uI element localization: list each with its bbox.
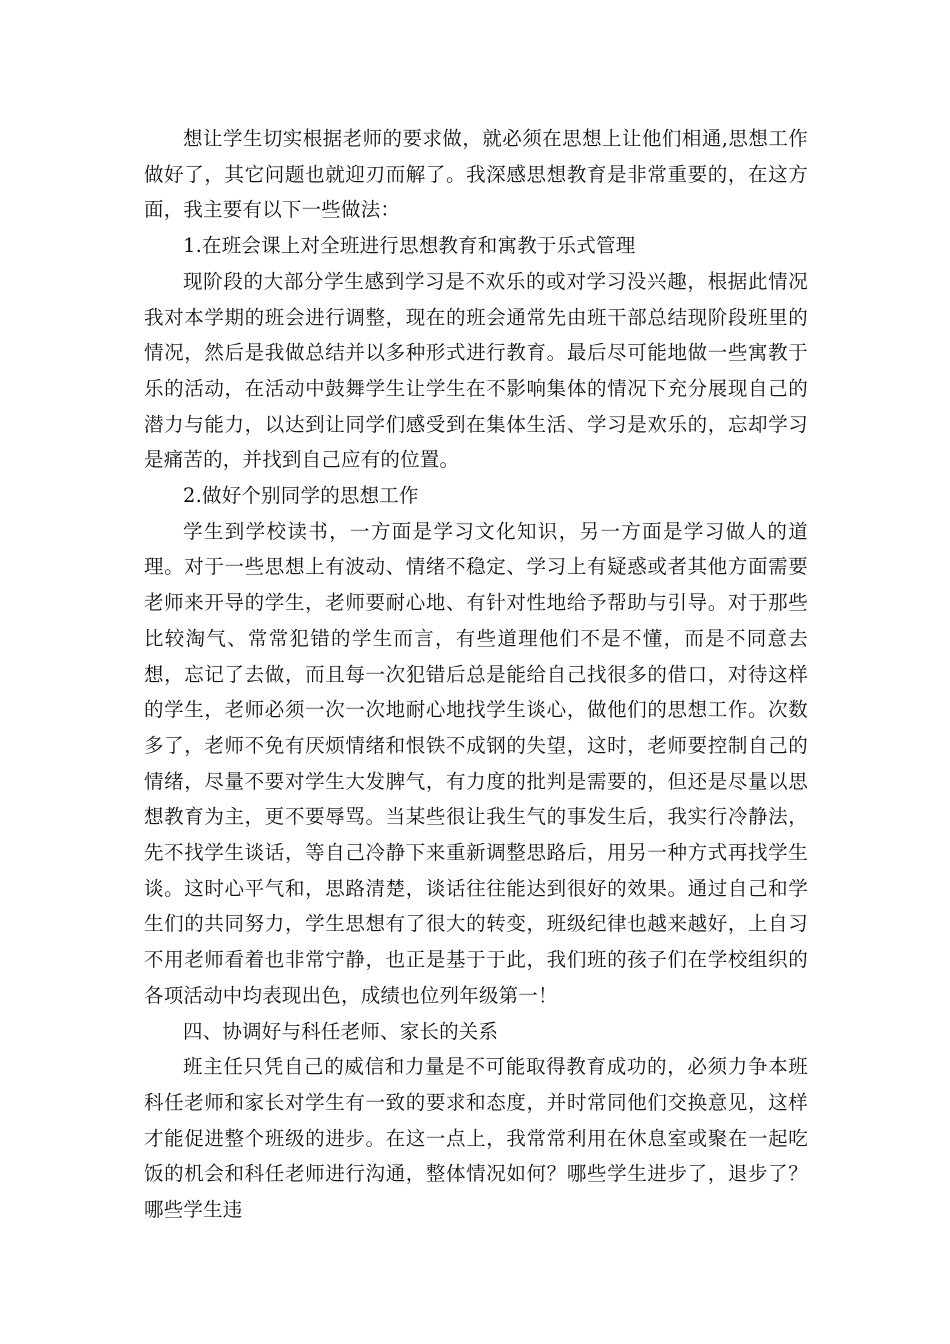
paragraph-intro: 想让学生切实根据老师的要求做，就必须在思想上让他们相通,思想工作做好了，其它问题也就迎刃而解了。我深感思想教育是非常重要的，在这方面，我主要有以下一些做法：: [144, 127, 808, 222]
paragraph-coordination: 班主任只凭自己的威信和力量是不可能取得教育成功的，必须力争本班科任老师和家长对学生有一致的要求和态度，并时常同他们交换意见，这样才能促进整个班级的进步。在这一点上，我常常利用在休息室或聚在一起吃饭的机会和科任老师进行沟通，整体情况如何？哪些学生进步了，退步了？哪些学生违: [144, 1055, 808, 1222]
section-heading-4: 四、协调好与科任老师、家长的关系: [183, 1019, 499, 1043]
paragraph-individual-work: 学生到学校读书，一方面是学习文化知识，另一方面是学习做人的道理。对于一些思想上有波动、情绪不稳定、学习上有疑惑或者其他方面需要老师来开导的学生，老师要耐心地、有针对性地给予帮助与引导。对于那些比较淘气、常常犯错的学生而言，有些道理他们不是不懂，而是不同意去想，忘记了去做，而且每一次犯错后总是能给自己找很多的借口，对待这样的学生，老师必须一次一次地耐心地找学生谈心，做他们的思想工作。次数多了，老师不免有厌烦情绪和恨铁不成钢的失望，这时，老师要控制自己的情绪，尽量不要对学生大发脾气，有力度的批判是需要的，但还是尽量以思想教育为主，更不要辱骂。当某些很让我生气的事发生后，我实行冷静法，先不找学生谈话，等自己冷静下来重新调整思路后，用另一种方式再找学生谈。这时心平气和，思路清楚，谈话往往能达到很好的效果。通过自己和学生们的共同努力，学生思想有了很大的转变，班级纪律也越来越好，上自习不用老师看着也非常宁静，也正是基于于此，我们班的孩子们在学校组织的各项活动中均表现出色，成绩也位列年级第一！: [144, 519, 808, 1007]
section-heading-2: 2.做好个别同学的思想工作: [183, 484, 419, 508]
section-heading-1: 1.在班会课上对全班进行思想教育和寓教于乐式管理: [183, 234, 636, 258]
paragraph-class-meeting: 现阶段的大部分学生感到学习是不欢乐的或对学习没兴趣，根据此情况我对本学期的班会进行调整，现在的班会通常先由班干部总结现阶段班里的情况，然后是我做总结并以多种形式进行教育。最后尽可能地做一些寓教于乐的活动，在活动中鼓舞学生让学生在不影响集体的情况下充分展现自己的潜力与能力，以达到让同学们感受到在集体生活、学习是欢乐的，忘却学习是痛苦的，并找到自己应有的位置。: [144, 269, 808, 472]
document-body: [144, 121, 808, 1228]
